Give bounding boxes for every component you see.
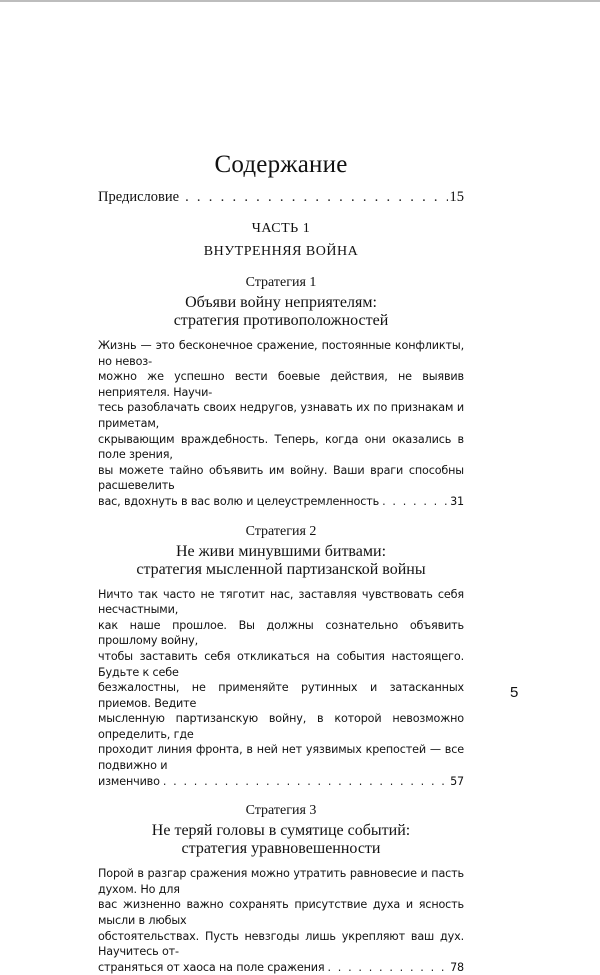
strategy-description [98, 587, 464, 790]
strategy-page: 57 [450, 774, 464, 788]
desc-last-line [98, 960, 464, 975]
desc-line: проходит линия фронта, в ней нет уязвимых крепостей — все подвижно и [98, 743, 464, 773]
dot-leader [185, 188, 447, 206]
dot-leader [327, 960, 448, 975]
desc-line: чтобы заставить себя откликаться на события настоящего. Будьте к себе [98, 649, 464, 679]
preface-label: Предисловие [98, 189, 180, 205]
preface-page: 15 [449, 189, 464, 205]
strategy-label: Стратегия 1 [245, 275, 317, 290]
desc-line: скрывающим враждебность. Теперь, когда они оказались в поле зрения, [98, 432, 464, 462]
strategy-title [98, 294, 464, 330]
strategy-page: 78 [450, 960, 464, 974]
part-label: ЧАСТЬ 1 [251, 221, 311, 236]
desc-line: Порой в разгар сражения можно утратить равновесие и пасть духом. Но для [98, 867, 464, 896]
strategy-title-line: Не теряй головы в сумятице событий: [151, 822, 411, 840]
desc-line: как наше прошлое. Вы должны сознательно объявить прошлому войну, [98, 618, 464, 648]
desc-last-line [98, 774, 464, 790]
strategy-label: Стратегия 3 [245, 803, 317, 819]
toc-title: Содержание [214, 151, 348, 178]
strategy-entry-3[interactable] [98, 802, 464, 975]
strategy-title-line: стратегия уравновешенности [181, 840, 381, 858]
strategy-description [98, 338, 464, 510]
part-title: ВНУТРЕННЯЯ ВОЙНА [203, 244, 359, 259]
dot-leader [163, 774, 448, 790]
desc-line: вас, вдохнуть в вас волю и целеустремленность [98, 494, 380, 508]
strategy-title [98, 822, 464, 858]
desc-last-line [98, 494, 464, 510]
strategy-title [98, 543, 464, 579]
desc-line: вы можете тайно объявить им войну. Ваши враги способны расшевелить [98, 463, 464, 493]
desc-line: можно же успешно вести боевые действия, не выявив неприятеля. Научи- [98, 370, 464, 399]
strategy-label: Стратегия 2 [245, 523, 317, 539]
desc-line: мысленную партизанскую войну, в которой невозможно определить, где [98, 712, 464, 741]
page-edge [0, 0, 600, 2]
desc-line: обстоятельствах. Пусть невзгоды лишь укрепляют ваш дух. Научитесь от- [98, 929, 464, 959]
desc-line: безжалостны, не применяйте рутинных и затасканных приемов. Ведите [98, 681, 464, 710]
strategy-description [98, 866, 464, 975]
preface-entry[interactable] [98, 188, 464, 206]
desc-line: Ничто так часто не тяготит нас, заставляя чувствовать себя несчастными, [98, 587, 464, 617]
strategy-title-line: стратегия противоположностей [173, 312, 389, 329]
desc-line: тесь разоблачать своих недругов, узнавать их по признакам и приметам, [98, 401, 464, 430]
page-number: 5 [510, 684, 519, 701]
desc-line: Жизнь — это бесконечное сражение, постоянные конфликты, но невоз- [98, 339, 464, 368]
desc-line: страняться от хаоса на поле сражения [98, 960, 325, 974]
desc-line: вас жизненно важно сохранять присутствие духа и ясность мысли в любых [98, 898, 464, 928]
strategy-title-line: стратегия мысленной партизанской войны [136, 560, 426, 578]
strategy-entry-1[interactable] [98, 274, 464, 510]
strategy-title-line: Объяви войну неприятелям: [185, 294, 377, 311]
desc-line: изменчиво [98, 774, 160, 788]
table-of-contents [98, 150, 464, 975]
dot-leader [382, 494, 448, 510]
strategy-page: 31 [450, 494, 464, 508]
strategy-title-line: Не живи минувшими битвами: [175, 542, 387, 560]
strategy-entry-2[interactable] [98, 523, 464, 790]
